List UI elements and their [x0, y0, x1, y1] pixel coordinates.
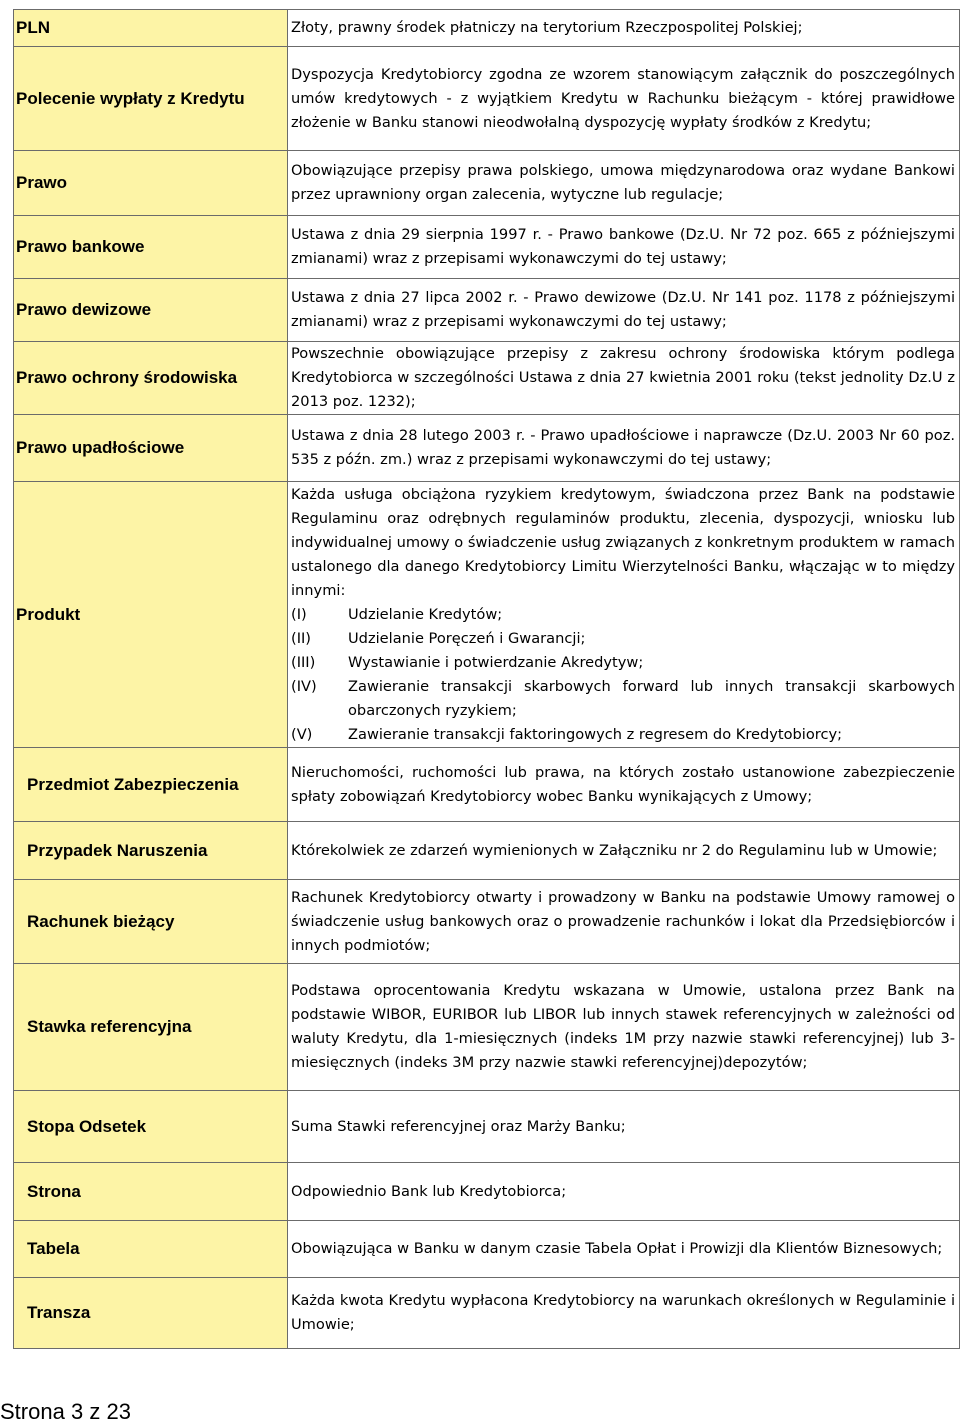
definition: Złoty, prawny środek płatniczy na terytorium Rzeczpospolitej Polskiej; [288, 10, 960, 47]
term: Stawka referencyjna [14, 964, 288, 1091]
glossary-row [14, 10, 960, 47]
term: Rachunek bieżący [14, 880, 288, 964]
definition: Każda kwota Kredytu wypłacona Kredytobiorcy na warunkach określonych w Regulaminie i Umowie; [288, 1278, 960, 1349]
definition: Obowiązujące przepisy prawa polskiego, umowa międzynarodowa oraz wydane Bankowi przez uprawniony organ zalecenia, wytyczne lub regulacje; [288, 151, 960, 216]
list-item-number: (V) [291, 725, 313, 743]
definition: Powszechnie obowiązujące przepisy z zakresu ochrony środowiska którym podlega Kredytobiorca w szczególności Ustawa z dnia 27 kwietnia 2001 roku (tekst jednolity Dz.U z 2013 poz. 1232); [288, 342, 960, 415]
list-item-number: (I) [291, 605, 307, 623]
glossary-row [14, 1221, 960, 1278]
definition-block [288, 482, 960, 748]
term: Prawo upadłościowe [14, 415, 288, 482]
glossary-row [14, 151, 960, 216]
definition: Którekolwiek ze zdarzeń wymienionych w Załączniku nr 2 do Regulaminu lub w Umowie; [288, 822, 960, 880]
term: Stopa Odsetek [14, 1091, 288, 1163]
glossary-row [14, 415, 960, 482]
glossary-row [14, 1278, 960, 1349]
definition: Obowiązująca w Banku w danym czasie Tabela Opłat i Prowizji dla Klientów Biznesowych; [288, 1221, 960, 1278]
glossary-row [14, 279, 960, 342]
list-item-text: Udzielanie Poręczeń i Gwarancji; [348, 629, 586, 647]
glossary-row [14, 1163, 960, 1221]
term: Prawo ochrony środowiska [14, 342, 288, 415]
list-item [291, 651, 955, 675]
definition: Suma Stawki referencyjnej oraz Marży Banku; [288, 1091, 960, 1163]
term: Transza [14, 1278, 288, 1349]
glossary-row [14, 342, 960, 415]
definition: Nieruchomości, ruchomości lub prawa, na których zostało ustanowione zabezpieczenie spłaty zobowiązań Kredytobiorcy wobec Banku wynikających z Umowy; [288, 748, 960, 822]
term: Prawo bankowe [14, 216, 288, 279]
list-item [291, 723, 955, 747]
glossary-row [14, 964, 960, 1091]
term: Prawo [14, 151, 288, 216]
term: Polecenie wypłaty z Kredytu [14, 47, 288, 151]
definition: Rachunek Kredytobiorcy otwarty i prowadzony w Banku na podstawie Umowy ramowej o świadczenie usług bankowych oraz o prowadzenie rachunków i lokat dla Przedsiębiorców i innych podmiotów; [288, 880, 960, 964]
list-item-text: Udzielanie Kredytów; [348, 605, 503, 623]
definition: Podstawa oprocentowania Kredytu wskazana w Umowie, ustalona przez Bank na podstawie WIBOR, EURIBOR lub LIBOR lub innych stawek referencyjnych w zależności od waluty Kredytu, dla 1-miesięcznych (indeks 1M przy nazwie stawki referencyjnej) lub 3-miesięcznych (indeks 3M przy nazwie stawki referencyjnej)depozytów; [288, 964, 960, 1091]
term: Tabela [14, 1221, 288, 1278]
product-list [291, 603, 955, 747]
glossary-table [13, 9, 960, 1349]
glossary-row [14, 748, 960, 822]
list-item-text: Zawieranie transakcji faktoringowych z regresem do Kredytobiorcy; [348, 725, 843, 743]
glossary-row [14, 822, 960, 880]
definition: Ustawa z dnia 29 sierpnia 1997 r. - Prawo bankowe (Dz.U. Nr 72 poz. 665 z późniejszymi zmianami) wraz z przepisami wykonawczymi do tej ustawy; [288, 216, 960, 279]
term: Przypadek Naruszenia [14, 822, 288, 880]
term: PLN [14, 10, 288, 47]
page-separator: z [89, 1399, 101, 1424]
term: Prawo dewizowe [14, 279, 288, 342]
term: Przedmiot Zabezpieczenia [14, 748, 288, 822]
page-number [0, 1399, 131, 1425]
glossary-row [14, 47, 960, 151]
total-pages: 23 [106, 1399, 131, 1424]
definition: Każda usługa obciążona ryzykiem kredytowym, świadczona przez Bank na podstawie Regulaminu oraz odrębnych regulaminów produktu, zlecenia, dyspozycji, wniosku lub indywidualnej umowy o świadczenie usług związanych z konkretnym produktem w ramach ustalonego dla danego Kredytobiorcy Limitu Wierzytelności Banku, włączając w to między innymi: [291, 485, 955, 599]
definition: Dyspozycja Kredytobiorcy zgodna ze wzorem stanowiącym załącznik do poszczególnych umów kredytowych - z wyjątkiem Kredytu w Rachunku bieżącym - której prawidłowe złożenie w Banku stanowi nieodwołalną dyspozycję wypłaty środków z Kredytu; [288, 47, 960, 151]
list-item [291, 603, 955, 627]
current-page: 3 [70, 1399, 84, 1424]
term: Produkt [14, 482, 288, 748]
glossary-row [14, 1091, 960, 1163]
glossary-row [14, 216, 960, 279]
list-item-number: (IV) [291, 677, 317, 695]
definition: Ustawa z dnia 27 lipca 2002 r. - Prawo dewizowe (Dz.U. Nr 141 poz. 1178 z późniejszymi zmianami) wraz z przepisami wykonawczymi do tej ustawy; [288, 279, 960, 342]
page-label: Strona [0, 1399, 65, 1424]
definition: Odpowiednio Bank lub Kredytobiorca; [288, 1163, 960, 1221]
list-item-number: (III) [291, 653, 316, 671]
list-item [291, 627, 955, 651]
list-item-text: Zawieranie transakcji skarbowych forward lub innych transakcji skarbowych obarczonych ryzykiem; [348, 677, 955, 719]
list-item-text: Wystawianie i potwierdzanie Akredytyw; [348, 653, 644, 671]
glossary-row [14, 880, 960, 964]
term: Strona [14, 1163, 288, 1221]
list-item [291, 675, 955, 723]
definition: Ustawa z dnia 28 lutego 2003 r. - Prawo upadłościowe i naprawcze (Dz.U. 2003 Nr 60 poz. 535 z późn. zm.) wraz z przepisami wykonawczymi do tej ustawy; [288, 415, 960, 482]
glossary-row [14, 482, 960, 748]
list-item-number: (II) [291, 629, 311, 647]
